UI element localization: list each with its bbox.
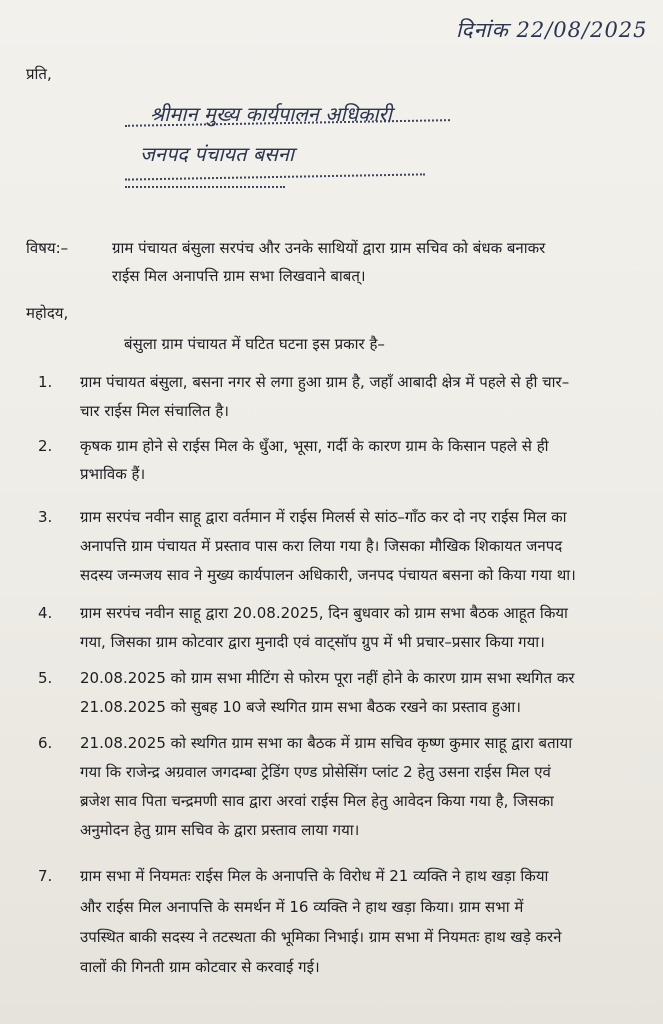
salutation: महोदय, (26, 304, 69, 322)
subject-line: ग्राम पंचायत बंसुला सरपंच और उनके साथियों द्वारा ग्राम सचिव को बंधक बनाकर (112, 239, 546, 257)
point-line: और राईस मिल अनापत्ति के समर्थन में 16 व्यक्ति ने हाथ खड़ा किया। ग्राम सभा में (80, 898, 524, 916)
point-line: कृषक ग्राम होने से राईस मिल के धुँआ, भूसा, गर्दी के कारण ग्राम के किसान पहले से ही (80, 437, 549, 455)
point-line: अनुमोदन हेतु ग्राम सचिव के द्वारा प्रस्ताव लाया गया। (80, 821, 360, 839)
point-line: 21.08.2025 को स्थगित ग्राम सभा का बैठक में ग्राम सचिव कृष्ण कुमार साहू द्वारा बताया (80, 734, 573, 752)
point-line: अनापत्ति ग्राम पंचायत में प्रस्ताव पास करा लिया गया है। जिसका मौखिक शिकायत जनपद (80, 537, 563, 555)
intro-text: बंसुला ग्राम पंचायत में घटित घटना इस प्रकार है– (124, 335, 385, 353)
address-line-1: श्रीमान मुख्य कार्यपालन अधिकारी (150, 102, 392, 126)
point-line: ग्राम सभा में नियमतः राईस मिल के अनापत्ति के विरोध में 21 व्यक्ति ने हाथ खड़ा किया (80, 867, 549, 885)
point-line: ब्रजेश साव पिता चन्द्रमणी साव द्वारा अरवां राईस मिल हेतु आवेदन किया गया है, जिसका (80, 792, 554, 810)
point-number: 1. (38, 373, 53, 391)
point-line: ग्राम सरपंच नवीन साहू द्वारा 20.08.2025, दिन बुधवार को ग्राम सभा बैठक आहूत किया (80, 604, 568, 622)
address-line-2: जनपद पंचायत बसना (140, 142, 295, 166)
point-line: वालों की गिनती ग्राम कोटवार से करवाई गई। (80, 958, 320, 976)
point-number: 4. (38, 604, 53, 622)
point-number: 5. (38, 669, 53, 687)
point-number: 2. (38, 437, 53, 455)
subject-label: विषय:– (26, 239, 69, 257)
point-line: प्रभाविक हैं। (80, 465, 146, 483)
point-number: 6. (38, 734, 53, 752)
address-dotted-line (125, 186, 285, 188)
subject-line: राईस मिल अनापत्ति ग्राम सभा लिखवाने बाबत्। (112, 267, 366, 285)
point-line: सदस्य जन्मजय साव ने मुख्य कार्यपालन अधिकारी, जनपद पंचायत बसना को किया गया था। (80, 566, 576, 584)
point-line: ग्राम सरपंच नवीन साहू द्वारा वर्तमान में राईस मिलर्स से सांठ–गाँठ कर दो नए राईस मिल का (80, 508, 567, 526)
handwritten-date: दिनांक 22/08/2025 (456, 18, 648, 42)
point-line: उपस्थित बाकी सदस्य ने तटस्थता की भूमिका निभाई। ग्राम सभा में नियमतः हाथ खड़े करने (80, 928, 562, 946)
point-line: ग्राम पंचायत बंसुला, बसना नगर से लगा हुआ ग्राम है, जहाँ आबादी क्षेत्र में पहले से ही चार– (80, 373, 570, 391)
point-line: गया कि राजेन्द्र अग्रवाल जगदम्बा ट्रेडिंग एण्ड प्रोसेसिंग प्लांट 2 हेतु उसना राईस मिल एवं (80, 763, 551, 781)
point-number: 3. (38, 508, 53, 526)
point-line: 20.08.2025 को ग्राम सभा मीटिंग से फोरम पूरा नहीं होने के कारण ग्राम सभा स्थगित कर (80, 669, 575, 687)
recipient-prefix: प्रति, (26, 65, 52, 83)
point-line: चार राईस मिल संचालित है। (80, 402, 229, 420)
point-line: गया, जिसका ग्राम कोटवार द्वारा मुनादी एवं वाट्सॉप ग्रुप में भी प्रचार–प्रसार किया गया। (80, 633, 545, 651)
address-dotted-line (125, 173, 425, 180)
point-line: 21.08.2025 को सुबह 10 बजे स्थगित ग्राम सभा बैठक रखने का प्रस्ताव हुआ। (80, 698, 521, 716)
point-number: 7. (38, 867, 53, 885)
